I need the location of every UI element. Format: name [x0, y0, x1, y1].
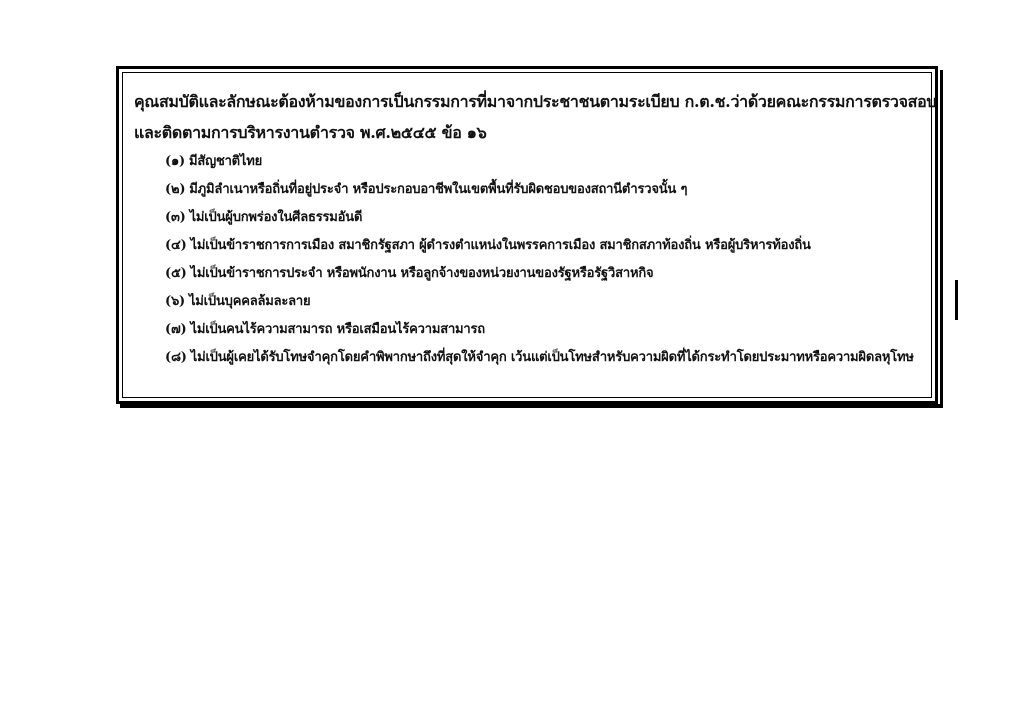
- item-text: ไม่เป็นผู้บกพร่องในศีลธรรมอันดี: [189, 210, 363, 225]
- item-number: (๕): [165, 266, 187, 281]
- item-text: ไม่เป็นข้าราชการการเมือง สมาชิกรัฐสภา ผู้ดำรงตำแหน่งในพรรคการเมือง สมาชิกสภาท้องถิ่น หรือผู้บริหารท้องถิ่น: [190, 238, 811, 253]
- list-item: [165, 344, 935, 372]
- list-item: [165, 204, 935, 232]
- frame-shadow-right: [940, 70, 943, 408]
- document-heading: [134, 86, 937, 148]
- list-item: [165, 176, 935, 204]
- list-item: [165, 148, 935, 176]
- item-text: ไม่เป็นผู้เคยได้รับโทษจำคุกโดยคำพิพากษาถึงที่สุดให้จำคุก เว้นแต่เป็นโทษสำหรับความผิดที่ได้กระทำโดยประมาทหรือความผิดลหุโทษ: [190, 350, 914, 365]
- item-text: ไม่เป็นบุคคลล้มละลาย: [188, 294, 311, 309]
- item-text: ไม่เป็นข้าราชการประจำ หรือพนักงาน หรือลูกจ้างของหน่วยงานของรัฐหรือรัฐวิสาหกิจ: [190, 266, 654, 281]
- heading-line-2: และติดตามการบริหารงานตำรวจ พ.ศ.๒๕๔๕ ข้อ ๑๖: [134, 123, 487, 142]
- list-item: [165, 316, 935, 344]
- heading-line-1: คุณสมบัติและลักษณะต้องห้ามของการเป็นกรรมการที่มาจากประชาชนตามระเบียบ ก.ต.ช.ว่าด้วยคณะกรรมการตรวจสอบ: [134, 92, 937, 111]
- item-number: (๔): [165, 238, 187, 253]
- item-number: (๑): [165, 154, 185, 169]
- item-text: มีภูมิลำเนาหรือถิ่นที่อยู่ประจำ หรือประกอบอาชีพในเขตพื้นที่รับผิดชอบของสถานีตำรวจนั้น ๆ: [189, 182, 688, 197]
- qualification-list: [165, 148, 935, 372]
- list-item: [165, 288, 935, 316]
- item-number: (๒): [165, 182, 186, 197]
- item-number: (๓): [165, 210, 186, 225]
- scan-mark: [955, 280, 958, 320]
- item-number: (๖): [165, 294, 185, 309]
- item-number: (๗): [165, 322, 187, 337]
- list-item: [165, 260, 935, 288]
- list-item: [165, 232, 935, 260]
- frame-shadow-bottom: [120, 404, 943, 408]
- item-text: ไม่เป็นคนไร้ความสามารถ หรือเสมือนไร้ความสามารถ: [190, 322, 485, 337]
- item-text: มีสัญชาติไทย: [188, 154, 263, 169]
- item-number: (๘): [165, 350, 187, 365]
